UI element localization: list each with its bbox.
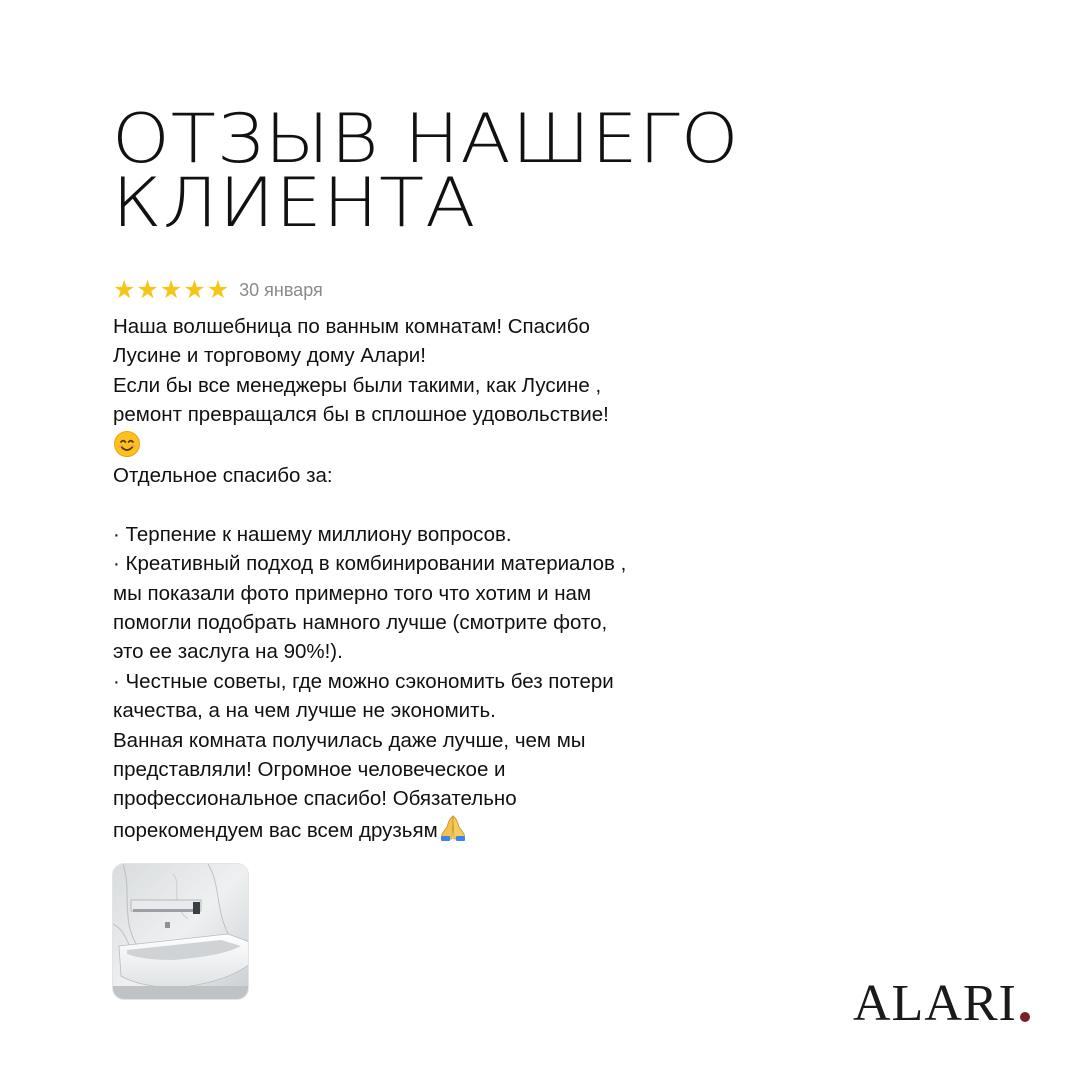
review-line: Лусине и торговому дому Алари! xyxy=(113,344,426,368)
review-line: качества, а на чем лучше не экономить. xyxy=(113,699,496,723)
review-meta xyxy=(113,276,323,304)
star-rating xyxy=(113,275,230,304)
review-date: 30 января xyxy=(239,279,323,300)
review-line: Ванная комната получилась даже лучше, чем мы xyxy=(113,728,586,752)
review-last-line xyxy=(113,814,753,845)
review-line: · Честные советы, где можно сэкономить без потери xyxy=(113,669,614,693)
title-line-1: ОТЗЫВ НАШЕГО xyxy=(112,100,740,179)
review-line: порекомендуем вас всем друзьям xyxy=(113,818,438,842)
review-line xyxy=(113,490,753,519)
bathroom-photo xyxy=(113,864,249,1000)
review-line: профессиональное спасибо! Обязательно xyxy=(113,787,517,811)
review-line: это ее заслуга на 90%!). xyxy=(113,640,343,664)
star-icon: ★ xyxy=(183,275,206,304)
review-line: · Креативный подход в комбинировании материалов , xyxy=(113,552,627,576)
review-line: мы показали фото примерно того что хотим и нам xyxy=(113,581,592,605)
folded-hands-icon xyxy=(438,814,468,842)
review-photo-thumbnail[interactable] xyxy=(112,863,249,1000)
star-icon: ★ xyxy=(136,275,159,304)
star-icon: ★ xyxy=(206,275,230,304)
review-line: помогли подобрать намного лучше (смотрите фото, xyxy=(113,611,608,635)
review-line: · Терпение к нашему миллиону вопросов. xyxy=(113,522,512,546)
brand-name: ALARI xyxy=(853,975,1017,1032)
brand-logo xyxy=(853,975,1030,1032)
review-line: Наша волшебница по ванным комнатам! Спасибо xyxy=(113,315,590,338)
star-icon: ★ xyxy=(113,275,136,304)
smile-emoji-line xyxy=(113,430,753,461)
review-line: представляли! Огромное человеческое и xyxy=(113,758,506,782)
review-line: Если бы все менеджеры были такими, как Лусине , xyxy=(113,373,602,397)
smiling-face-icon xyxy=(113,430,141,458)
review-text xyxy=(113,312,753,845)
review-line: Отдельное спасибо за: xyxy=(113,464,333,488)
star-icon: ★ xyxy=(159,275,183,304)
brand-dot xyxy=(1020,1012,1030,1022)
review-line: ремонт превращался бы в сплошное удовольствие! xyxy=(113,403,609,427)
title-line-2: КЛИЕНТА xyxy=(112,164,477,243)
page-title xyxy=(112,100,933,243)
